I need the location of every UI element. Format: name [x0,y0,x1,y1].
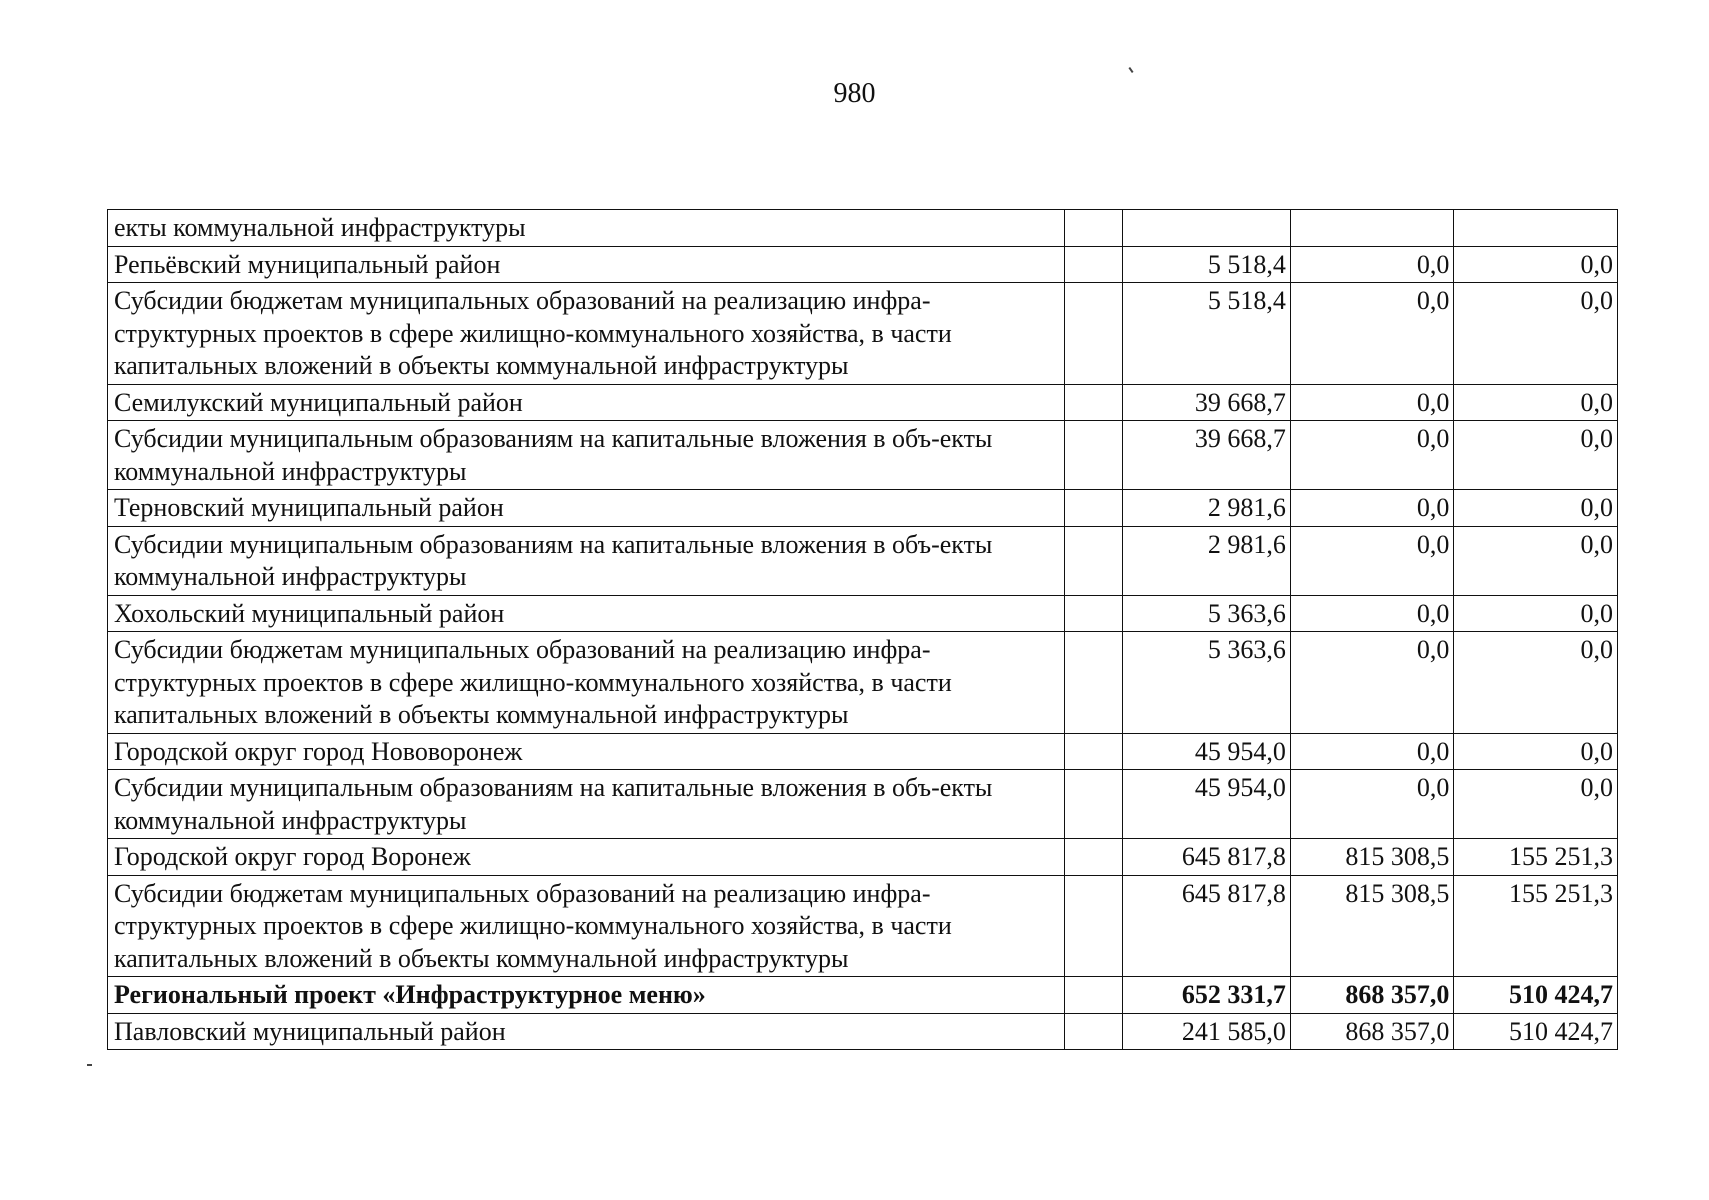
table-row [108,977,1618,1014]
row-value-v3: 155 251,3 [1454,839,1618,876]
row-value-v2: 815 308,5 [1290,839,1454,876]
row-value-v3: 0,0 [1454,246,1618,283]
table-row [108,875,1618,977]
row-value-v2: 815 308,5 [1290,875,1454,977]
row-value-v1 [1123,210,1291,247]
table-row [108,1013,1618,1050]
row-empty-cell [1065,246,1123,283]
row-value-v1: 2 981,6 [1123,490,1291,527]
row-empty-cell [1065,875,1123,977]
row-value-v1: 652 331,7 [1123,977,1291,1014]
row-value-v3: 0,0 [1454,526,1618,595]
row-name: Субсидии бюджетам муниципальных образований на реализацию инфра-структурных проектов в сфере жилищно-коммунального хозяйства, в части капитальных вложений в объекты коммунальной инфраструктуры [108,875,1065,977]
row-value-v1: 645 817,8 [1123,839,1291,876]
row-value-v2: 0,0 [1290,490,1454,527]
row-value-v2: 0,0 [1290,770,1454,839]
row-empty-cell [1065,977,1123,1014]
table-row [108,421,1618,490]
table-body [108,210,1618,1050]
row-name: Семилукский муниципальный район [108,384,1065,421]
row-value-v3: 0,0 [1454,384,1618,421]
row-value-v1: 39 668,7 [1123,384,1291,421]
row-value-v3 [1454,210,1618,247]
row-value-v2: 0,0 [1290,526,1454,595]
table-row [108,733,1618,770]
row-empty-cell [1065,733,1123,770]
row-value-v1: 5 518,4 [1123,283,1291,385]
row-value-v3: 0,0 [1454,770,1618,839]
row-value-v2: 0,0 [1290,632,1454,734]
table-row [108,246,1618,283]
row-value-v2 [1290,210,1454,247]
row-value-v2: 868 357,0 [1290,977,1454,1014]
row-value-v1: 45 954,0 [1123,733,1291,770]
table-row [108,839,1618,876]
row-value-v2: 0,0 [1290,733,1454,770]
row-value-v2: 0,0 [1290,283,1454,385]
row-value-v2: 0,0 [1290,421,1454,490]
row-value-v3: 510 424,7 [1454,977,1618,1014]
row-value-v2: 868 357,0 [1290,1013,1454,1050]
row-value-v1: 645 817,8 [1123,875,1291,977]
row-value-v3: 0,0 [1454,421,1618,490]
row-value-v1: 5 363,6 [1123,632,1291,734]
row-name: Региональный проект «Инфраструктурное меню» [108,977,1065,1014]
row-value-v3: 155 251,3 [1454,875,1618,977]
row-value-v3: 0,0 [1454,733,1618,770]
row-value-v2: 0,0 [1290,246,1454,283]
table-row [108,632,1618,734]
row-empty-cell [1065,283,1123,385]
row-empty-cell [1065,421,1123,490]
row-empty-cell [1065,632,1123,734]
row-name: Субсидии муниципальным образованиям на капитальные вложения в объ-екты коммунальной инфраструктуры [108,421,1065,490]
row-name: Субсидии муниципальным образованиям на капитальные вложения в объ-екты коммунальной инфраструктуры [108,770,1065,839]
row-empty-cell [1065,210,1123,247]
row-value-v3: 0,0 [1454,632,1618,734]
row-value-v3: 510 424,7 [1454,1013,1618,1050]
row-name: екты коммунальной инфраструктуры [108,210,1065,247]
row-empty-cell [1065,1013,1123,1050]
table-row [108,770,1618,839]
row-name: Субсидии бюджетам муниципальных образований на реализацию инфра-структурных проектов в сфере жилищно-коммунального хозяйства, в части капитальных вложений в объекты коммунальной инфраструктуры [108,632,1065,734]
row-name: Терновский муниципальный район [108,490,1065,527]
row-name: Хохольский муниципальный район [108,595,1065,632]
budget-table [107,209,1618,1050]
row-value-v1: 45 954,0 [1123,770,1291,839]
row-value-v1: 2 981,6 [1123,526,1291,595]
row-name: Городской округ город Воронеж [108,839,1065,876]
row-empty-cell [1065,490,1123,527]
row-value-v1: 39 668,7 [1123,421,1291,490]
row-value-v1: 5 363,6 [1123,595,1291,632]
scan-mark [1128,67,1133,73]
table-row [108,490,1618,527]
table-row [108,526,1618,595]
table-row [108,384,1618,421]
row-value-v3: 0,0 [1454,490,1618,527]
row-empty-cell [1065,770,1123,839]
row-value-v1: 5 518,4 [1123,246,1291,283]
row-empty-cell [1065,839,1123,876]
row-name: Субсидии бюджетам муниципальных образований на реализацию инфра-структурных проектов в сфере жилищно-коммунального хозяйства, в части капитальных вложений в объекты коммунальной инфраструктуры [108,283,1065,385]
scan-mark [87,1064,92,1066]
table-row [108,210,1618,247]
table-row [108,283,1618,385]
row-value-v1: 241 585,0 [1123,1013,1291,1050]
table-row [108,595,1618,632]
row-value-v3: 0,0 [1454,283,1618,385]
row-name: Городской округ город Нововоронеж [108,733,1065,770]
row-empty-cell [1065,384,1123,421]
page-number: 980 [833,78,876,109]
row-value-v3: 0,0 [1454,595,1618,632]
row-value-v2: 0,0 [1290,595,1454,632]
row-empty-cell [1065,526,1123,595]
row-value-v2: 0,0 [1290,384,1454,421]
row-name: Павловский муниципальный район [108,1013,1065,1050]
row-empty-cell [1065,595,1123,632]
row-name: Репьёвский муниципальный район [108,246,1065,283]
row-name: Субсидии муниципальным образованиям на капитальные вложения в объ-екты коммунальной инфраструктуры [108,526,1065,595]
